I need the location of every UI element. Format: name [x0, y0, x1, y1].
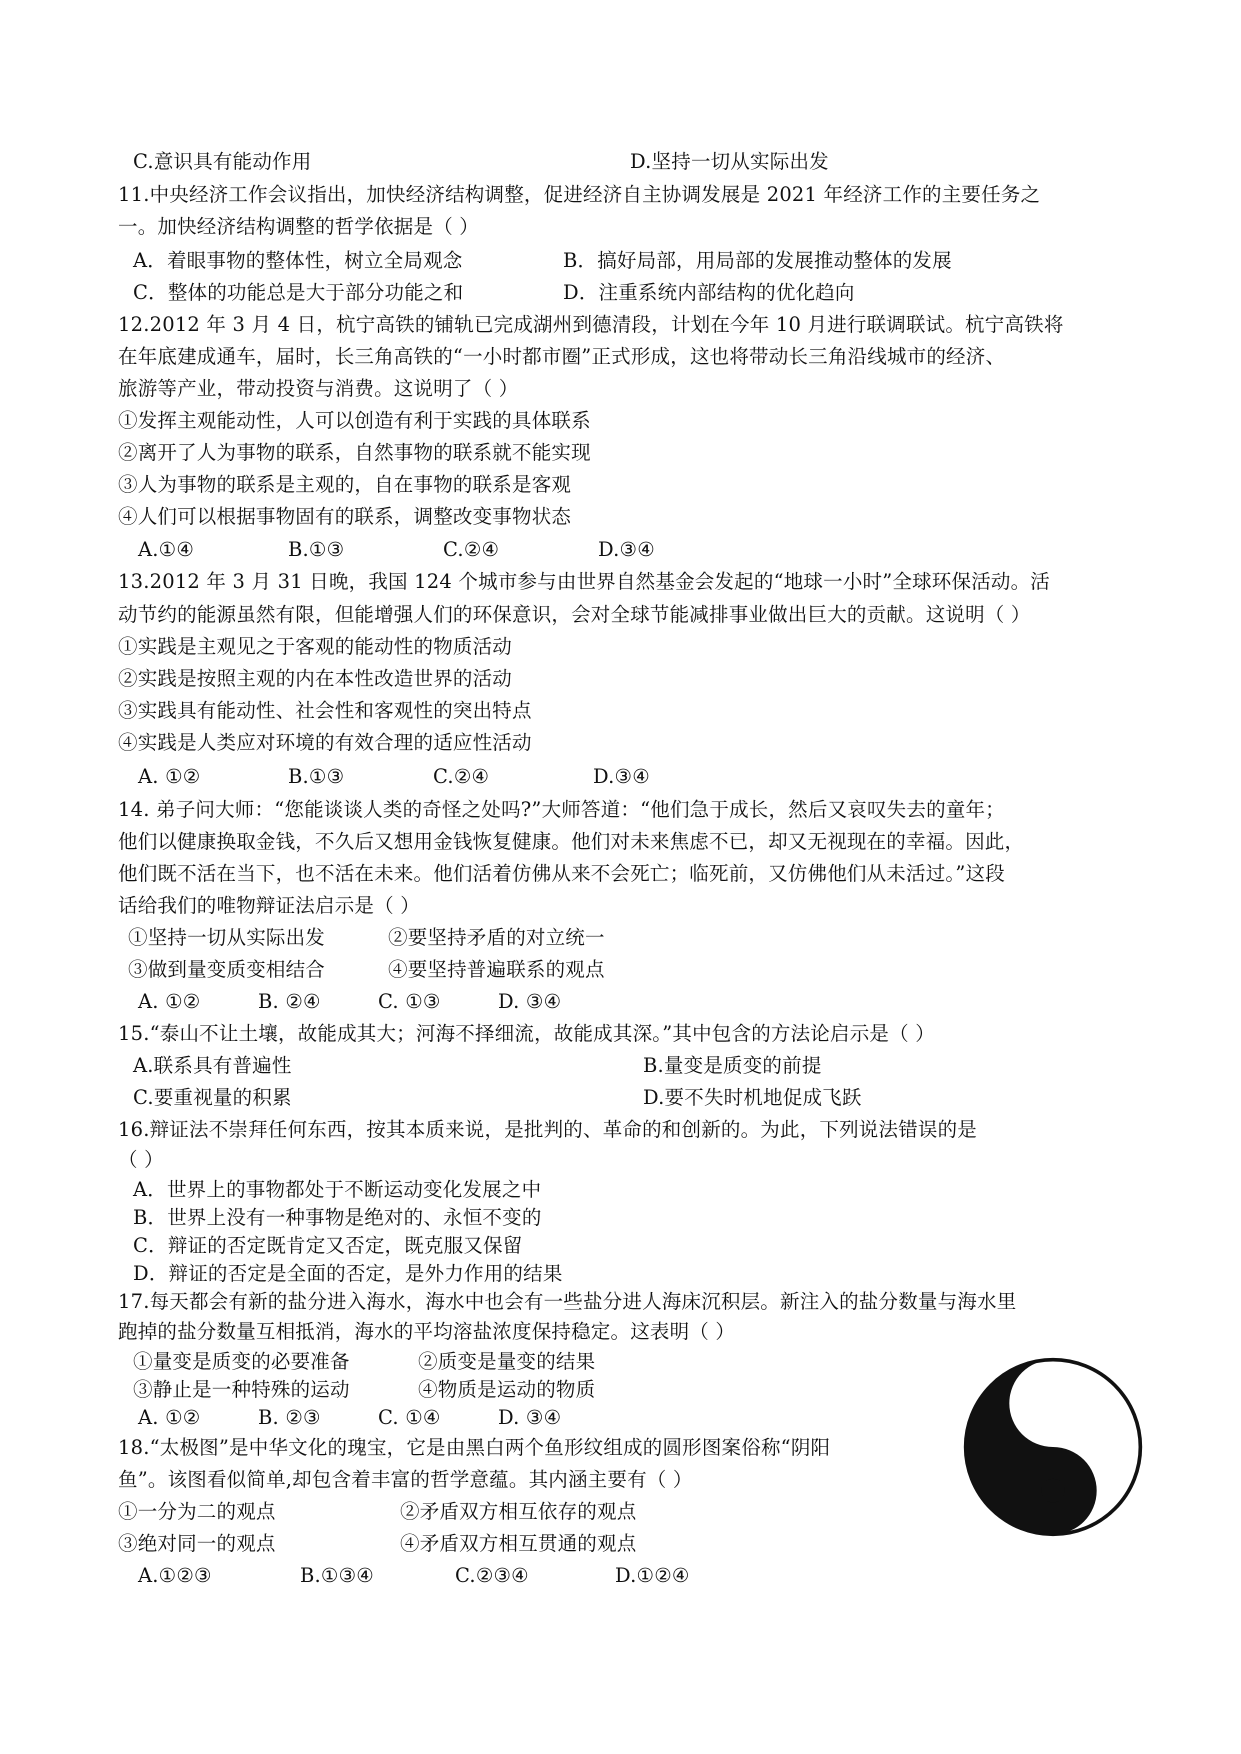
q13-option-c: C.②④ [433, 765, 490, 788]
q17-item-3: ③静止是一种特殊的运动 [133, 1378, 350, 1401]
q12-item-1: ①发挥主观能动性，人可以创造有利于实践的具体联系 [118, 409, 591, 432]
q18-option-c: C.②③④ [455, 1564, 529, 1587]
q18-stem-line2: 鱼”。该图看似简单,却包含着丰富的哲学意蕴。其内涵主要有（ ） [118, 1468, 693, 1491]
q12-option-d: D.③④ [598, 538, 655, 561]
q11-option-c: C．整体的功能总是大于部分功能之和 [133, 281, 464, 304]
q14-option-d: D. ③④ [498, 990, 562, 1013]
q17-option-a: A. ①② [138, 1406, 201, 1429]
q17-stem-line1: 17.每天都会有新的盐分进入海水，海水中也会有一些盐分进人海床沉积层。新注入的盐分数量与海水里 [118, 1290, 1017, 1313]
q14-stem-line4: 话给我们的唯物辩证法启示是（ ） [118, 894, 420, 917]
q13-item-4: ④实践是人类应对环境的有效合理的适应性活动 [118, 731, 532, 754]
taiji-yinyang-image [962, 1356, 1144, 1538]
q13-item-1: ①实践是主观见之于客观的能动性的物质活动 [118, 635, 513, 658]
q12-stem-line3: 旅游等产业，带动投资与消费。这说明了（ ） [118, 377, 519, 400]
q12-item-2: ②离开了人为事物的联系，自然事物的联系就不能实现 [118, 441, 591, 464]
q17-option-c: C. ①④ [378, 1406, 441, 1429]
q11-stem-line1: 11.中央经济工作会议指出，加快经济结构调整，促进经济自主协调发展是 2021 年经济工作的主要任务之 [118, 183, 1041, 206]
q18-item-4: ④矛盾双方相互贯通的观点 [400, 1532, 637, 1555]
q16-option-c: C．辩证的否定既肯定又否定，既克服又保留 [133, 1234, 523, 1257]
q18-item-1: ①一分为二的观点 [118, 1500, 276, 1523]
q13-option-a: A. ①② [138, 765, 201, 788]
q17-item-4: ④物质是运动的物质 [418, 1378, 596, 1401]
q10-option-d: D.坚持一切从实际出发 [630, 150, 829, 173]
q15-option-b: B.量变是质变的前提 [643, 1054, 822, 1077]
q11-option-d: D．注重系统内部结构的优化趋向 [563, 281, 855, 304]
q11-option-a: A．着眼事物的整体性，树立全局观念 [133, 249, 463, 272]
q16-stem-line1: 16.辩证法不崇拜任何东西，按其本质来说，是批判的、革命的和创新的。为此，下列说法错误的是 [118, 1118, 978, 1141]
q12-option-c: C.②④ [443, 538, 500, 561]
q15-option-a: A.联系具有普遍性 [133, 1054, 292, 1077]
q13-option-b: B.①③ [288, 765, 345, 788]
q10-option-c: C.意识具有能动作用 [133, 150, 312, 173]
q17-item-1: ①量变是质变的必要准备 [133, 1350, 350, 1373]
q18-item-3: ③绝对同一的观点 [118, 1532, 276, 1555]
q14-stem-line2: 他们以健康换取金钱，不久后又想用金钱恢复健康。他们对未来焦虑不已，却又无视现在的幸福。因此， [118, 830, 1025, 853]
q15-option-d: D.要不失时机地促成飞跃 [643, 1086, 862, 1109]
q13-stem-line1: 13.2012 年 3 月 31 日晚，我国 124 个城市参与由世界自然基金会发起的“地球一小时”全球环保活动。活 [118, 570, 1051, 593]
q18-stem-line1: 18.“太极图”是中华文化的瑰宝，它是由黑白两个鱼形纹组成的圆形图案俗称“阴阳 [118, 1436, 831, 1459]
q12-option-b: B.①③ [288, 538, 345, 561]
q14-item-3: ③做到量变质变相结合 [128, 958, 326, 981]
q14-option-c: C. ①③ [378, 990, 441, 1013]
q16-option-a: A．世界上的事物都处于不断运动变化发展之中 [133, 1178, 542, 1201]
q15-option-c: C.要重视量的积累 [133, 1086, 292, 1109]
q16-option-b: B．世界上没有一种事物是绝对的、永恒不变的 [133, 1206, 542, 1229]
q13-option-d: D.③④ [593, 765, 650, 788]
q14-item-1: ①坚持一切从实际出发 [128, 926, 326, 949]
q15-stem-line1: 15.“泰山不让土壤，故能成其大；河海不择细流，故能成其深。”其中包含的方法论启示是（ ） [118, 1022, 935, 1045]
q17-item-2: ②质变是量变的结果 [418, 1350, 596, 1373]
q13-item-2: ②实践是按照主观的内在本性改造世界的活动 [118, 667, 513, 690]
q13-stem-line2: 动节约的能源虽然有限，但能增强人们的环保意识，会对全球节能减排事业做出巨大的贡献。这说明（ ） [118, 603, 1031, 626]
q11-stem-line2: 一。加快经济结构调整的哲学依据是（ ） [118, 215, 479, 238]
q18-item-2: ②矛盾双方相互依存的观点 [400, 1500, 637, 1523]
q12-item-3: ③人为事物的联系是主观的，自在事物的联系是客观 [118, 473, 572, 496]
q18-option-d: D.①②④ [615, 1564, 690, 1587]
q14-stem-line3: 他们既不活在当下，也不活在未来。他们活着仿佛从来不会死亡；临死前，又仿佛他们从未活过。”这段 [118, 862, 1005, 885]
q17-option-d: D. ③④ [498, 1406, 562, 1429]
q12-stem-line1: 12.2012 年 3 月 4 日，杭宁高铁的铺轨已完成湖州到德清段，计划在今年 10 月进行联调联试。杭宁高铁将 [118, 313, 1064, 336]
q18-option-a: A.①②③ [138, 1564, 212, 1587]
q14-item-2: ②要坚持矛盾的对立统一 [388, 926, 605, 949]
q12-item-4: ④人们可以根据事物固有的联系，调整改变事物状态 [118, 505, 572, 528]
q16-stem-line2: （ ） [118, 1148, 164, 1171]
q14-option-a: A. ①② [138, 990, 201, 1013]
q13-item-3: ③实践具有能动性、社会性和客观性的突出特点 [118, 699, 532, 722]
q11-option-b: B．搞好局部，用局部的发展推动整体的发展 [563, 249, 952, 272]
q17-stem-line2: 跑掉的盐分数量互相抵消，海水的平均溶盐浓度保持稳定。这表明（ ） [118, 1320, 736, 1343]
q16-option-d: D．辩证的否定是全面的否定，是外力作用的结果 [133, 1262, 563, 1285]
q12-option-a: A.①④ [138, 538, 195, 561]
q12-stem-line2: 在年底建成通车，届时，长三角高铁的“一小时都市圈”正式形成，这也将带动长三角沿线城市的经济、 [118, 345, 1006, 368]
q17-option-b: B. ②③ [258, 1406, 321, 1429]
q14-option-b: B. ②④ [258, 990, 321, 1013]
q14-item-4: ④要坚持普遍联系的观点 [388, 958, 605, 981]
q18-option-b: B.①③④ [300, 1564, 374, 1587]
q14-stem-line1: 14. 弟子问大师：“您能谈谈人类的奇怪之处吗?”大师答道：“他们急于成长，然后又哀叹失去的童年； [118, 798, 1005, 821]
